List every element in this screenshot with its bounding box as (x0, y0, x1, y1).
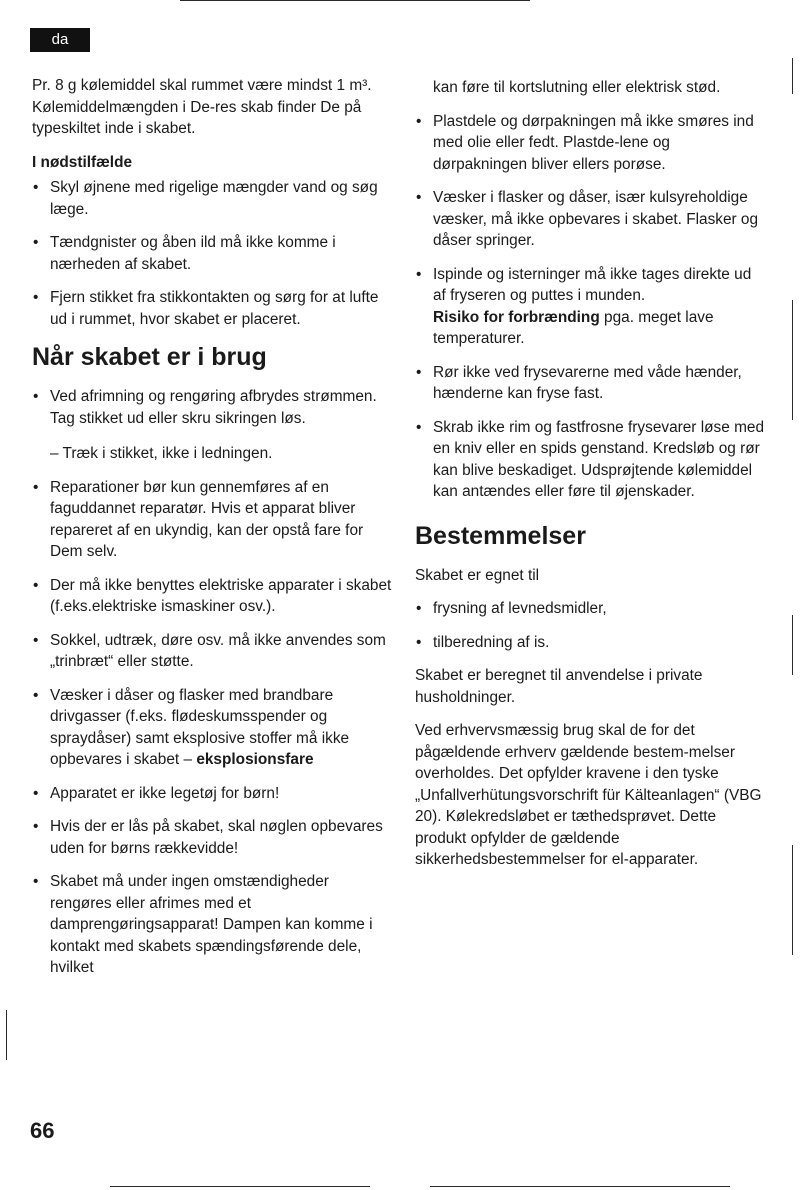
list-item: • Sokkel, udtræk, døre osv. må ikke anvendes som „trinbræt“ eller støtte. (32, 630, 394, 673)
list-item: • Skyl øjnene med rigelige mængder vand og søg læge. (32, 177, 394, 220)
list-item-text: Ved afrimning og rengøring afbrydes strømmen. Tag stikket ud eller skru sikringen løs. (50, 388, 377, 427)
left-column (32, 75, 394, 991)
list-item-text: Væsker i dåser og flasker med brandbare drivgasser (f.eks. flødeskumsspender og spraydåser) samt eksplosive stoffer må ikke opbevares i skabet – (50, 686, 350, 768)
section-heading-regulations: Bestemmelser (415, 521, 586, 550)
emergency-heading: I nødstilfælde (32, 153, 133, 171)
page-number: 66 (30, 1118, 55, 1143)
refrigerant-intro: Pr. 8 g kølemiddel skal rummet være mindst 1 m³. Kølemiddelmængden i De-res skab finder De på typeskiltet inde i skabet. (32, 77, 372, 137)
list-item: • Reparationer bør kun gennemføres af en faguddannet reparatør. Hvis et apparat bliver repareret af en ukyndig, kan der opstå fare for Dem selv. (32, 477, 394, 563)
list-item: • Fjern stikket fra stikkontakten og sørg for at lufte ud i rummet, hvor skabet er placeret. (32, 287, 394, 330)
in-use-list (32, 386, 394, 979)
list-item-note: – Træk i stikket, ikke i ledningen. (50, 445, 273, 462)
list-item: • Skrab ikke rim og fastfrosne frysevarer løse med en kniv eller en spids genstand. Kredsløb og rør kan blive beskadiget. Udsprøjtende kølemiddel kan antændes eller føre til øjenskader. (415, 417, 767, 503)
list-item: • Plastdele og dørpakningen må ikke smøres ind med olie eller fedt. Plastde-lene og dørpakningen bliver ellers porøse. (415, 111, 767, 176)
right-edge-mark-2 (792, 300, 793, 420)
right-column (415, 77, 767, 883)
bottom-rule-left (110, 1186, 370, 1187)
list-item: • Skabet må under ingen omstændigheder rengøres eller afrimes med et damprengøringsapparat! Dampen kan komme i kontakt med skabets spændingsførende dele, hvilket (32, 871, 394, 979)
list-item (32, 386, 394, 465)
suited-list (415, 598, 767, 653)
explosion-warning: eksplosionsfare (196, 751, 314, 768)
language-tag: da (30, 28, 90, 52)
section-heading-in-use: Når skabet er i brug (32, 343, 267, 371)
burn-risk-text: pga. meget lave temperaturer. (433, 308, 714, 347)
list-item: • Hvis der er lås på skabet, skal nøglen opbevares uden for børns rækkevidde! (32, 816, 394, 859)
list-item: • Rør ikke ved frysevarerne med våde hænder, hænderne kan fryse fast. (415, 362, 767, 405)
right-edge-mark-3 (792, 615, 793, 675)
left-edge-mark (6, 1010, 7, 1060)
regulations-text: Ved erhvervsmæssig brug skal de for det pågældende erhverv gældende bestem-melser overholdes. Det opfylder kravene i den tyske „Unfallverhütungsvorschrift für Kälteanlagen“ (VBG 20). Kølekredsløbet er tæthedsprøvet. Dette produkt opfylder de gældende sikkerhedsbestemmelser for el-apparater. (415, 722, 762, 868)
bottom-rule-right (430, 1186, 730, 1187)
burn-risk-warning: Risiko for forbrænding (433, 308, 600, 326)
private-use-text: Skabet er beregnet til anvendelse i private husholdninger. (415, 667, 703, 706)
list-item: • frysning af levnedsmidler, (415, 598, 767, 620)
suited-intro: Skabet er egnet til (415, 566, 540, 584)
right-edge-mark-1 (792, 58, 793, 94)
right-edge-mark-4 (792, 845, 793, 955)
list-item: • tilberedning af is. (415, 632, 767, 654)
list-item-text: Ispinde og isterninger må ikke tages direkte ud af fryseren og puttes i munden. (433, 265, 752, 304)
list-item (415, 264, 767, 350)
list-item (32, 685, 394, 771)
list-item: • Væsker i flasker og dåser, især kulsyreholdige væsker, må ikke opbevares i skabet. Flasker og dåser springer. (415, 187, 767, 252)
list-item: • Apparatet er ikke legetøj for børn! (32, 783, 394, 805)
top-rule (180, 0, 530, 1)
safety-list (415, 111, 767, 503)
continuation-text: kan føre til kortslutning eller elektrisk stød. (433, 79, 721, 96)
list-item: • Der må ikke benyttes elektriske apparater i skabet (f.eks.elektriske ismaskiner osv.). (32, 575, 394, 618)
list-item: • Tændgnister og åben ild må ikke komme i nærheden af skabet. (32, 232, 394, 275)
emergency-list (32, 177, 394, 330)
